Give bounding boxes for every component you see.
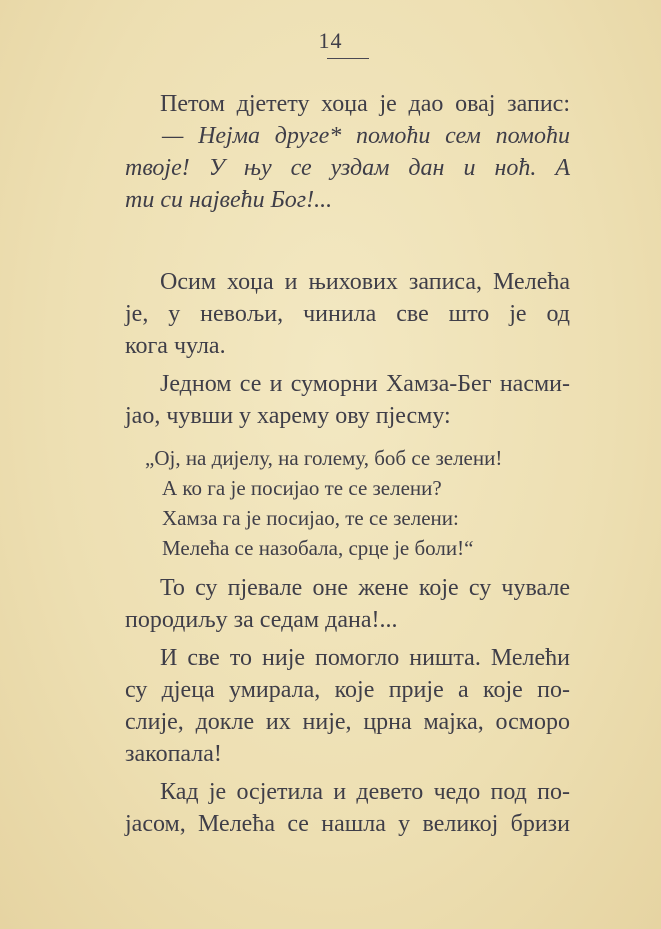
text-line: су дјеца умирала, које прије а које по- — [125, 677, 570, 703]
text-line: Осим хоџа и њихових записа, Мелећа — [160, 269, 570, 295]
text-line: Једном се и суморни Хамза-Бег насми- — [160, 371, 570, 397]
page-number-rule — [327, 58, 369, 59]
text-line: слије, докле их није, црна мајка, осморо — [125, 709, 570, 735]
text-line: Петом дјетету хоџа је дао овај запис: — [160, 91, 570, 117]
text-line: јао, чувши у харему ову пјесму: — [125, 403, 451, 429]
verse-line: Мелећа се назобала, срце је боли!“ — [162, 536, 474, 560]
text-line: закопала! — [125, 741, 222, 767]
text-line: — Нејма друге* помоћи сем помоћи — [162, 123, 570, 149]
verse-line: „Ој, на дијелу, на голему, боб се зелени! — [145, 446, 503, 470]
text-line: ти си највећи Бог!... — [125, 187, 333, 213]
text-line: Кад је осјетила и девето чедо под по- — [160, 779, 570, 805]
text-line: И све то није помогло ништа. Мелећи — [160, 645, 570, 671]
text-line: породиљу за седам дана!... — [125, 607, 398, 633]
verse-line: А ко га је посијао те се зелени? — [162, 476, 442, 500]
text-line: кога чула. — [125, 333, 226, 359]
page-number: 14 — [318, 28, 343, 53]
verse-line: Хамза га је посијао, те се зелени: — [162, 506, 459, 530]
text-line: твоје! У њу се уздам дан и ноћ. А — [125, 155, 570, 181]
text-line: јасом, Мелећа се нашла у великој бризи — [125, 811, 570, 837]
text-line: То су пјевале оне жене које су чувале — [160, 575, 570, 601]
text-line: је, у невољи, чинила све што је од — [125, 301, 570, 327]
